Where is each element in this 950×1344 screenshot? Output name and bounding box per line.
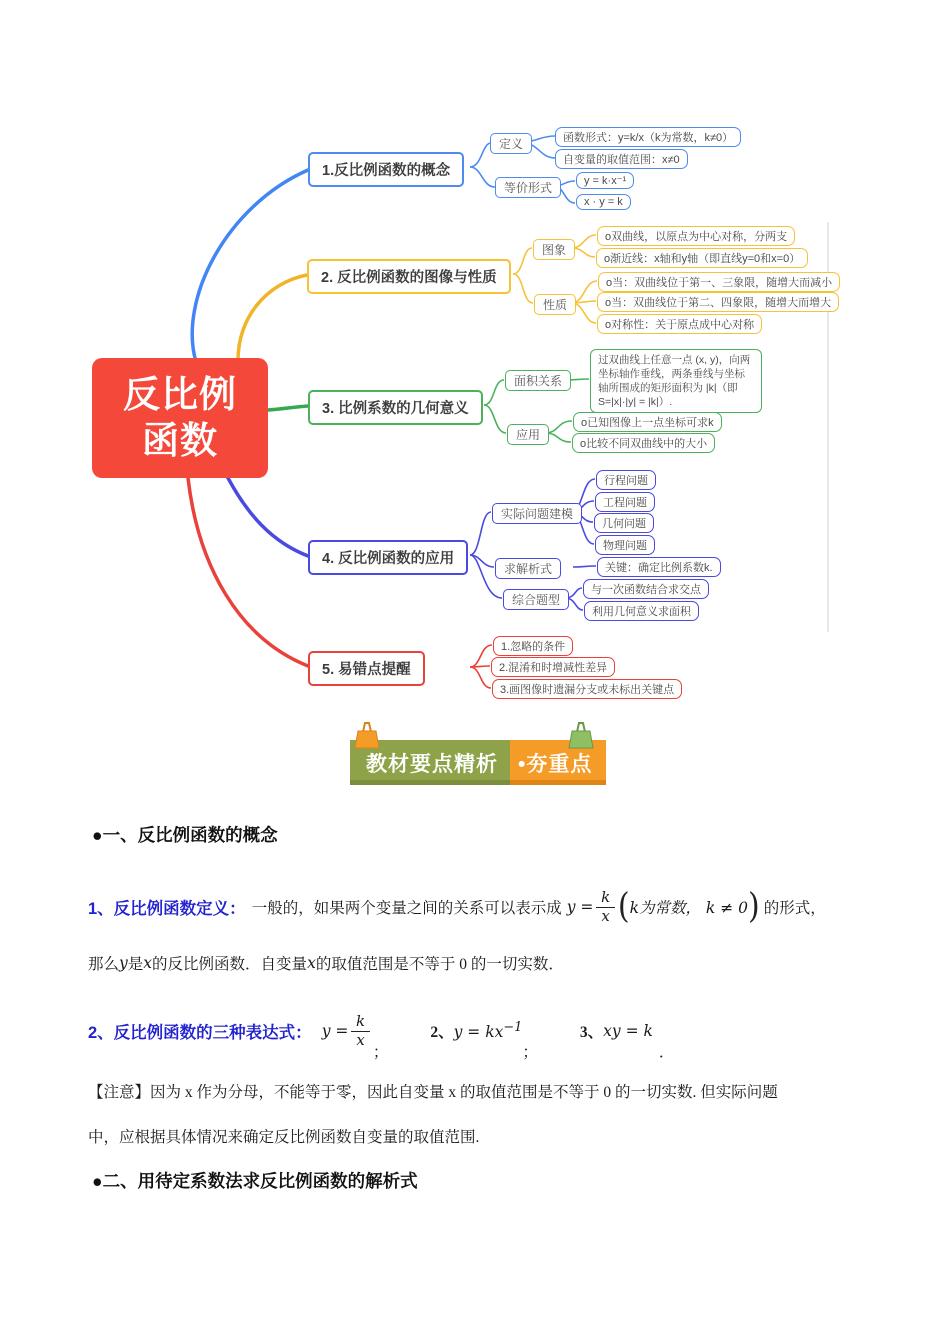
branch-3-node: 3. 比例系数的几何意义 <box>308 390 483 425</box>
paren-open: ( <box>617 886 630 927</box>
text-part: 的取值范围是不等于 0 的一切实数． <box>315 956 564 973</box>
branch-2-sub-graph: 图象 <box>533 239 575 260</box>
expr1-fraction <box>351 1013 369 1049</box>
leaf-engineering: 工程问题 <box>595 492 655 512</box>
definition-pre-text: 一般的，如果两个变量之间的关系可以表示成 <box>251 900 562 917</box>
math-y: y <box>119 954 128 972</box>
expressions-label: 2、反比例函数的三种表达式： <box>88 1024 312 1042</box>
banner-right-title: •夯重点 <box>510 740 606 785</box>
branch-4-node: 4. 反比例函数的应用 <box>308 540 468 575</box>
definition-line-2 <box>88 952 564 974</box>
expressions-line <box>88 1000 674 1062</box>
branch-1-node: 1.反比例函数的概念 <box>308 152 464 187</box>
period: ． <box>658 1044 675 1061</box>
leaf-quadrant13: o当：双曲线位于第一、三象限，随增大而减小 <box>598 272 840 292</box>
leaf-xy-k: x · y = k <box>576 194 631 210</box>
text-part: 那么 <box>88 956 120 973</box>
paren-close: ) <box>747 886 760 927</box>
formula-y-equals: y = <box>566 898 594 916</box>
leaf-symmetry: o对称性：关于原点成中心对称 <box>597 314 762 334</box>
leaf-hyperbola: o双曲线，以原点为中心对称，分两支 <box>597 226 795 246</box>
section-heading-2: ●二、用待定系数法求反比例函数的解析式 <box>92 1171 418 1191</box>
fraction-numerator: k <box>601 888 611 907</box>
leaf-rectangle-area: 过双曲线上任意一点 (x, y)，向两坐标轴作垂线，两条垂线与坐标轴所围成的矩形面积为 |k|（即S=|x|·|y| = |k|）. <box>590 349 762 413</box>
leaf-domain: 自变量的取值范围：x≠0 <box>555 149 688 169</box>
expr1-denominator: x <box>351 1031 369 1049</box>
branch-4-sub-modeling: 实际问题建模 <box>492 503 582 524</box>
leaf-intersection: 与一次函数结合求交点 <box>583 579 709 599</box>
branch-3-sub-application: 应用 <box>507 424 549 445</box>
branch-5-node: 5. 易错点提醒 <box>308 651 425 686</box>
expr2-exponent: −1 <box>503 1020 523 1036</box>
leaf-physics: 物理问题 <box>595 535 655 555</box>
math-x: x <box>143 954 153 972</box>
expr1-numerator: k <box>356 1012 366 1031</box>
leaf-compare: o比较不同双曲线中的大小 <box>572 433 715 453</box>
expr2-formula: $y = kx^{-1}$ <box>453 1020 523 1042</box>
branch-1-sub-equivalent: 等价形式 <box>495 177 561 198</box>
leaf-find-k: o已知图像上一点坐标可求k <box>573 412 722 432</box>
binder-clip-icon <box>352 719 382 749</box>
text-part: 是 <box>127 956 144 973</box>
leaf-y-kx-inverse: y = k·x⁻¹ <box>576 172 634 189</box>
leaf-asymptote: o渐近线：x轴和y轴（即直线y=0和x=0） <box>596 248 808 268</box>
leaf-key-coefficient: 关键：确定比例系数k. <box>597 557 721 577</box>
section-heading-1: ●一、反比例函数的概念 <box>92 825 278 845</box>
definition-label: 1、反比例函数定义： <box>88 900 246 918</box>
leaf-geometry: 几何问题 <box>594 513 654 533</box>
note-line-2: 中，应根据具体情况来确定反比例函数自变量的取值范围. <box>88 1129 480 1146</box>
expr1-y-equals: y = <box>321 1022 349 1040</box>
formula-condition: k为常数， k ≠ 0 <box>629 899 748 917</box>
root-label-line1: 反比例 <box>123 373 237 415</box>
banner-left-title: 教材要点精析 <box>350 740 510 785</box>
leaf-quadrant24: o当：双曲线位于第二、四象限，随增大而增大 <box>597 292 839 312</box>
branch-1-sub-definition: 定义 <box>490 133 532 154</box>
expr2-number: 2、 <box>430 1024 454 1041</box>
expr3-number: 3、 <box>579 1024 604 1041</box>
note-line-1: 【注意】因为 x 作为分母，不能等于零，因此自变量 x 的取值范围是不等于 0 的一切实数. 但实际问题 <box>88 1084 778 1101</box>
binder-clip-icon <box>566 719 596 749</box>
leaf-function-form: 函数形式：y=k/x（k为常数，k≠0） <box>555 127 741 147</box>
expr3-formula: xy = k <box>603 1022 653 1040</box>
leaf-ignored-condition: 1.忽略的条件 <box>493 636 573 656</box>
leaf-distance: 行程问题 <box>596 470 656 490</box>
root-label-line2: 函数 <box>142 420 218 461</box>
semicolon: ； <box>372 1044 389 1061</box>
branch-2-node: 2. 反比例函数的图像与性质 <box>307 259 511 294</box>
definition-post-text: 的形式， <box>763 900 826 917</box>
branch-4-sub-solve: 求解析式 <box>495 558 561 579</box>
fraction-denominator: x <box>596 907 614 925</box>
leaf-area-meaning: 利用几何意义求面积 <box>584 601 699 621</box>
fraction-k-over-x <box>596 889 614 925</box>
definition-line-1 <box>88 878 826 936</box>
branch-2-sub-property: 性质 <box>534 294 576 315</box>
leaf-missing-branch: 3.画图像时遗漏分支或未标出关键点 <box>492 679 682 699</box>
semicolon: ； <box>522 1044 538 1061</box>
branch-4-sub-comprehensive: 综合题型 <box>503 589 569 610</box>
math-x: x <box>307 954 316 972</box>
branch-3-sub-area: 面积关系 <box>505 370 571 391</box>
leaf-confuse-monotonicity: 2.混淆和时增减性差异 <box>491 657 615 677</box>
mindmap-root-node <box>92 358 268 478</box>
text-part: 的反比例函数．自变量 <box>152 956 308 973</box>
